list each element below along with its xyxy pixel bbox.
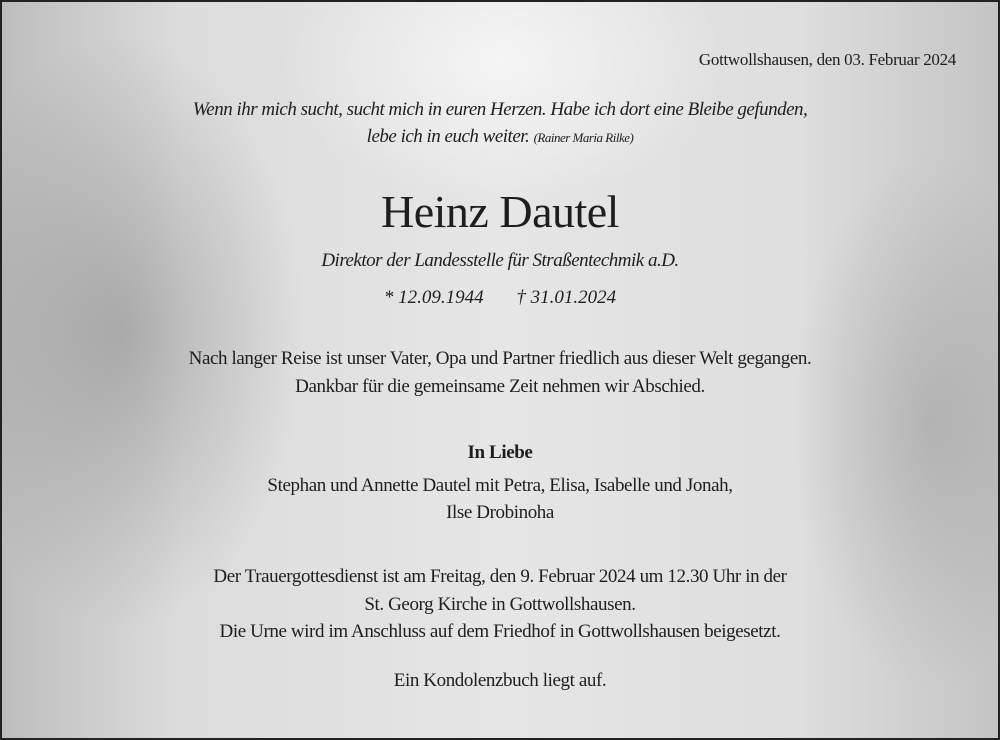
- in-love-heading: In Liebe: [467, 442, 533, 463]
- service-line-2: St. Georg Kirche in Gottwollshausen.: [364, 594, 636, 615]
- quote-text: lebe ich in euch weiter.: [366, 126, 530, 147]
- service-line-3: Die Urne wird im Anschluss auf dem Friedhof in Gottwollshausen beigesetzt.: [219, 621, 781, 642]
- condolence-note: Ein Kondolenzbuch liegt auf.: [393, 670, 607, 691]
- deceased-name: Heinz Dautel: [381, 186, 619, 237]
- mourners-line-1: Stephan und Annette Dautel mit Petra, Elisa, Isabelle und Jonah,: [267, 475, 733, 496]
- life-dates: [2, 287, 998, 309]
- message-line-1: Nach langer Reise ist unser Vater, Opa und Partner friedlich aus dieser Welt gegangen.: [188, 348, 812, 369]
- place-date: Gottwollshausen, den 03. Februar 2024: [698, 50, 956, 69]
- quote-source: (Rainer Maria Rilke): [533, 130, 634, 145]
- message-line-2: Dankbar für die gemeinsame Zeit nehmen wir Abschied.: [295, 376, 705, 397]
- quote-line-1: Wenn ihr mich sucht, sucht mich in euren Herzen. Habe ich dort eine Bleibe gefunden,: [192, 99, 808, 120]
- deceased-title: Direktor der Landesstelle für Straßentechmik a.D.: [321, 250, 679, 271]
- quote-line-2: [2, 126, 998, 148]
- service-line-1: Der Trauergottesdienst ist am Freitag, den 9. Februar 2024 um 12.30 Uhr in der: [213, 566, 787, 587]
- mourners-line-2: Ilse Drobinoha: [446, 502, 554, 523]
- birth-date: * 12.09.1944: [383, 287, 484, 308]
- death-date: † 31.01.2024: [516, 287, 617, 308]
